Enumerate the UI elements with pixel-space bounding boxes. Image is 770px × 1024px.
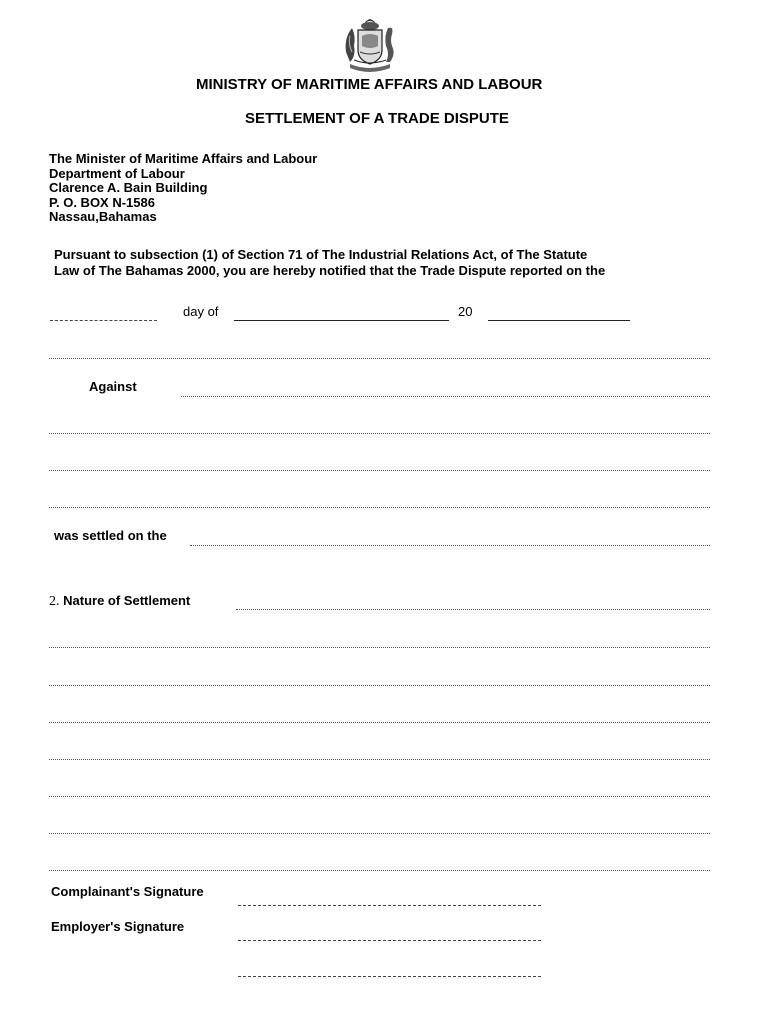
extra-signature-field[interactable] xyxy=(238,976,541,977)
reported-month-field[interactable] xyxy=(234,320,449,321)
against-label: Against xyxy=(89,379,137,394)
settled-on-label: was settled on the xyxy=(54,528,167,543)
nature-heading xyxy=(49,593,190,610)
address-line: P. O. BOX N-1586 xyxy=(49,194,155,210)
reported-day-field[interactable] xyxy=(50,320,157,321)
nature-label: Nature of Settlement xyxy=(63,593,191,608)
nature-continuation-line[interactable] xyxy=(49,833,710,834)
address-line: The Minister of Maritime Affairs and Labour xyxy=(49,151,318,166)
reported-year-field[interactable] xyxy=(488,320,630,321)
nature-continuation-line[interactable] xyxy=(49,796,710,797)
address-line: Nassau,Bahamas xyxy=(49,209,157,225)
address-line: Department of Labour xyxy=(49,165,185,181)
nature-field[interactable] xyxy=(236,609,710,610)
against-continuation-line[interactable] xyxy=(49,470,710,471)
nature-continuation-line[interactable] xyxy=(49,647,710,648)
notice-line: Pursuant to subsection (1) of Section 71 of The Industrial Relations Act, of The Statute xyxy=(54,247,588,262)
day-of-label: day of xyxy=(183,304,219,319)
against-continuation-line[interactable] xyxy=(49,433,710,434)
complainant-signature-label: Complainant's Signature xyxy=(51,884,204,899)
nature-continuation-line[interactable] xyxy=(49,685,710,686)
employer-signature-field[interactable] xyxy=(238,940,541,941)
nature-number: 2. xyxy=(49,594,60,609)
dispute-details-line[interactable] xyxy=(49,358,710,359)
against-continuation-line[interactable] xyxy=(49,507,710,508)
nature-continuation-line[interactable] xyxy=(49,759,710,760)
ministry-title: MINISTRY OF MARITIME AFFAIRS AND LABOUR xyxy=(196,76,543,93)
address-block xyxy=(49,152,317,225)
nature-continuation-line[interactable] xyxy=(49,722,710,723)
year-prefix-label: 20 xyxy=(458,304,473,319)
coat-of-arms-emblem xyxy=(338,16,402,76)
against-field[interactable] xyxy=(181,396,710,397)
notice-line: Law of The Bahamas 2000, you are hereby notified that the Trade Dispute reported on the xyxy=(54,263,606,278)
nature-continuation-line[interactable] xyxy=(49,870,710,871)
notice-paragraph xyxy=(54,247,605,279)
address-line: Clarence A. Bain Building xyxy=(49,180,208,196)
complainant-signature-field[interactable] xyxy=(238,905,541,906)
form-title: SETTLEMENT OF A TRADE DISPUTE xyxy=(245,110,509,127)
settled-on-field[interactable] xyxy=(190,545,710,546)
employer-signature-label: Employer's Signature xyxy=(51,919,185,934)
